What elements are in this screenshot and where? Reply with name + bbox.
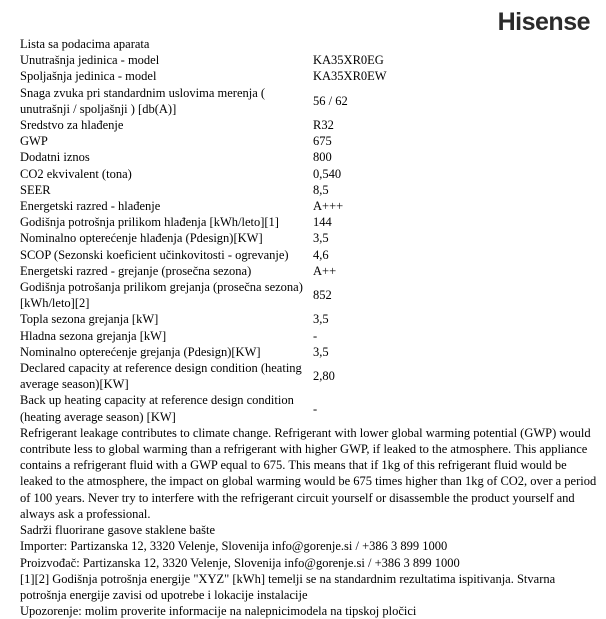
spec-row bbox=[20, 149, 602, 165]
spec-label: Unutrašnja jedinica - model bbox=[20, 53, 160, 68]
spec-value: 8,5 bbox=[313, 182, 329, 197]
spec-label: Nominalno opterećenje grejanja (Pdesign)[KW] bbox=[20, 344, 261, 359]
spec-row bbox=[20, 133, 602, 149]
product-data-sheet bbox=[20, 36, 602, 619]
spec-label: SCOP (Sezonski koeficient učinkovitosti - ogrevanje) bbox=[20, 247, 289, 262]
spec-table bbox=[20, 36, 602, 425]
spec-title-row bbox=[20, 36, 602, 52]
spec-label: Snaga zvuka pri standardnim uslovima merenja ( unutrašnji / spoljašnji ) [db(A)] bbox=[20, 85, 266, 116]
spec-label: CO2 ekvivalent (tona) bbox=[20, 166, 132, 181]
spec-row bbox=[20, 85, 602, 117]
spec-row bbox=[20, 344, 602, 360]
spec-row bbox=[20, 198, 602, 214]
spec-row bbox=[20, 182, 602, 198]
spec-label: Godišnja potrošnja prilikom hlađenja [kWh/leto][1] bbox=[20, 215, 279, 230]
spec-label: SEER bbox=[20, 182, 51, 197]
spec-value: 2,80 bbox=[313, 369, 335, 384]
spec-value: 0,540 bbox=[313, 166, 342, 181]
spec-label: Hladna sezona grejanja [kW] bbox=[20, 328, 167, 343]
spec-value: 144 bbox=[313, 215, 332, 230]
spec-value: 3,5 bbox=[313, 312, 329, 327]
spec-label: Topla sezona grejanja [kW] bbox=[20, 312, 159, 327]
spec-label: Back up heating capacity at reference design condition (heating average season) [KW] bbox=[20, 393, 294, 424]
spec-label: GWP bbox=[20, 134, 48, 149]
spec-label: Energetski razred - hlađenje bbox=[20, 199, 161, 214]
hisense-logo: Hisense bbox=[497, 8, 590, 36]
spec-value: A+++ bbox=[313, 199, 344, 214]
refrigerant-leakage-note: Refrigerant leakage contributes to climate change. Refrigerant with lower global warming potential (GWP) would contribute less to global warming than a refrigerant with higher GWP, if leaked to the atmosphere. This appliance contains a refrigerant fluid with a GWP equal to 675. This means that if 1kg of this refrigerant fluid would be leaked to the atmosphere, the impact on global warming would be 675 times higher than 1kg of CO2, over a period of 100 years. Never try to interfere with the refrigerant circuit yourself or disassemble the product yourself and always ask a professional. bbox=[20, 425, 597, 521]
spec-row bbox=[20, 263, 602, 279]
footnote-energy-consumption: [1][2] Godišnja potrošnja energije "XYZ" [kWh] temelji se na standardnim rezultatima ispitivanja. Stvarna potrošnja energije zavisi od upotrebe i lokacije instalacije bbox=[20, 571, 556, 602]
spec-label: Spoljašnja jedinica - model bbox=[20, 69, 157, 84]
importer-info: Importer: Partizanska 12, 3320 Velenje, Slovenija info@gorenje.si / +386 3 899 1000 bbox=[20, 539, 448, 554]
warning-note: Upozorenje: molim proverite informacije na nalepnicimodela na tipskoj pločici bbox=[20, 604, 417, 619]
manufacturer-info: Proizvođač: Partizanska 12, 3320 Velenje, Slovenija info@gorenje.si / +386 3 899 1000 bbox=[20, 555, 460, 570]
spec-label: Energetski razred - grejanje (prosečna sezona) bbox=[20, 263, 252, 278]
spec-label: Sredstvo za hlađenje bbox=[20, 118, 124, 133]
spec-value: 800 bbox=[313, 150, 332, 165]
spec-value: 852 bbox=[313, 288, 332, 303]
spec-row bbox=[20, 166, 602, 182]
spec-value: KA35XR0EW bbox=[313, 69, 387, 84]
spec-value: R32 bbox=[313, 118, 334, 133]
spec-value: 4,6 bbox=[313, 247, 329, 262]
spec-value: 3,5 bbox=[313, 231, 329, 246]
spec-value: 56 / 62 bbox=[313, 93, 348, 108]
spec-label: Nominalno opterećenje hlađenja (Pdesign)[KW] bbox=[20, 231, 263, 246]
spec-row bbox=[20, 117, 602, 133]
spec-label: Godišnja potrošanja prilikom grejanja (prosečna sezona)[kWh/leto][2] bbox=[20, 280, 303, 311]
spec-value: 675 bbox=[313, 134, 332, 149]
spec-row bbox=[20, 279, 602, 311]
spec-value: A++ bbox=[313, 263, 337, 278]
spec-value: - bbox=[313, 401, 318, 416]
sheet-title: Lista sa podacima aparata bbox=[20, 37, 150, 51]
spec-row bbox=[20, 360, 602, 392]
fluorinated-gases-note: Sadrži fluorirane gasove staklene bašte bbox=[20, 523, 216, 538]
spec-row bbox=[20, 392, 602, 424]
spec-row bbox=[20, 214, 602, 230]
spec-row bbox=[20, 311, 602, 327]
spec-row bbox=[20, 328, 602, 344]
notes-section bbox=[20, 425, 602, 619]
spec-row bbox=[20, 247, 602, 263]
spec-row bbox=[20, 68, 602, 84]
spec-value: - bbox=[313, 328, 318, 343]
spec-value: KA35XR0EG bbox=[313, 53, 384, 68]
spec-label: Declared capacity at reference design condition (heating average season)[KW] bbox=[20, 361, 302, 392]
spec-label: Dodatni iznos bbox=[20, 150, 90, 165]
spec-row bbox=[20, 230, 602, 246]
spec-value: 3,5 bbox=[313, 344, 329, 359]
spec-row bbox=[20, 52, 602, 68]
